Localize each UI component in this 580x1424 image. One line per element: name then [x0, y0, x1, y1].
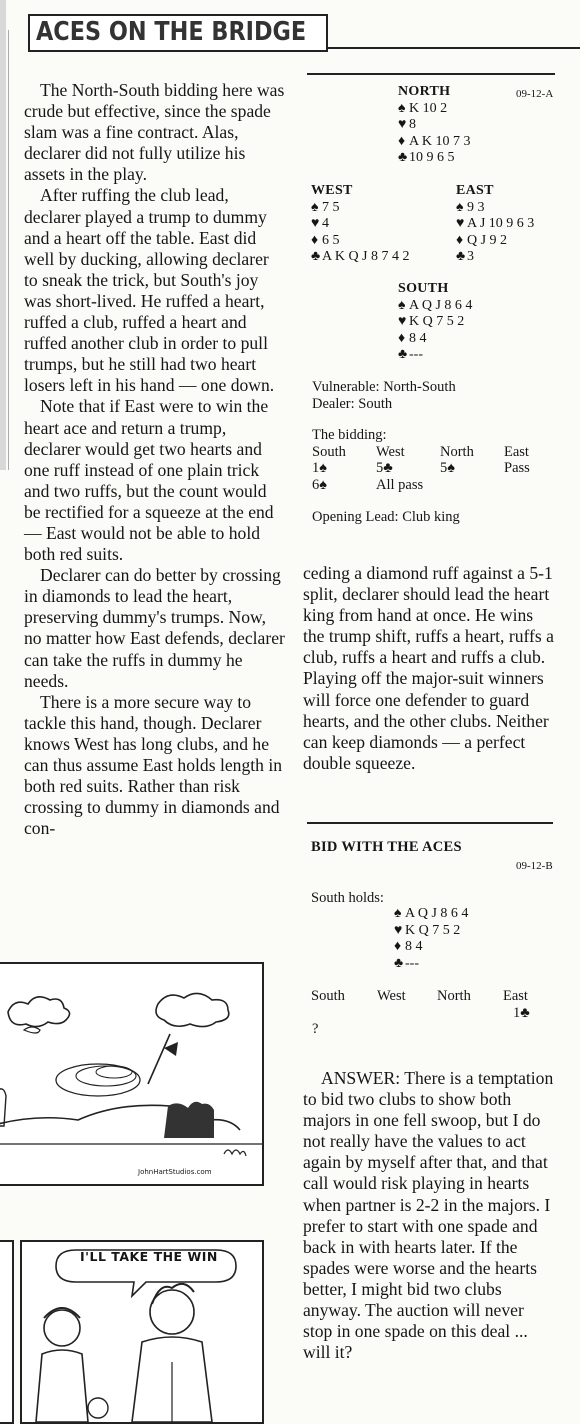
east-spades: 9 3: [467, 199, 485, 215]
north-label: NORTH: [398, 84, 451, 99]
club-icon: ♣: [398, 150, 408, 165]
bid-cell: All pass: [376, 476, 424, 493]
bid-south-hand: [394, 906, 468, 972]
west-diamonds: 6 5: [322, 232, 340, 248]
bid-section-heading: BID WITH THE ACES: [311, 839, 462, 855]
pet-icon: [88, 1398, 108, 1418]
artist-signature: [224, 1150, 246, 1156]
auction-cell: [377, 1005, 437, 1022]
auction-cell: 1♣: [513, 1004, 530, 1021]
south-diamonds: 8 4: [409, 330, 427, 346]
auction-header: North: [437, 988, 471, 1004]
bid-cell: 5♣: [376, 460, 393, 476]
club-icon: ♣: [398, 347, 408, 362]
cloud-icon: [24, 1027, 40, 1033]
south-label: SOUTH: [398, 281, 449, 296]
bid-cell: [504, 477, 568, 494]
comic-panel-bottom-left: [0, 1240, 14, 1424]
bidding-header: East: [504, 443, 529, 460]
west-clubs: A K Q J 8 7 4 2: [322, 249, 410, 264]
diamond-icon: ♦: [398, 330, 406, 346]
diamond-icon: ♦: [394, 939, 402, 954]
heart-icon: ♥: [394, 922, 403, 938]
comic-credit: JohnHartStudios.com: [138, 1168, 212, 1176]
answer-text: ANSWER: There is a temptation to bid two clubs to show both majors in one fell swoop, but I do not really have the values to act again by myself after that, and that call would risk playing in hearts when partner is 2-2 in the majors. I prefer to start with one spade and back in with hearts later. If the spades were worse and the hearts better, I might bid two clubs anyway. The auction will never stop in one spade on this deal ... will it?: [303, 1068, 554, 1363]
title-rule: [326, 47, 580, 49]
article-paragraph: After ruffing the club lead, declarer played a trump to dummy and a heart off the table. East did well by ducking, allowing declarer to sneak the trick, but South's joy was short-lived. He ruffed a heart, ruffed a club, ruffed a heart and ruffed another club in order to pull trumps, but he still had two heart losers left in his hand — one down.: [24, 185, 275, 396]
bid-south-hearts: K Q 7 5 2: [405, 922, 461, 938]
east-hearts: A J 10 9 6 3: [467, 216, 535, 231]
club-icon: ♣: [394, 955, 404, 971]
east-clubs: 3: [467, 249, 474, 264]
north-clubs: 10 9 6 5: [409, 150, 455, 165]
north-hand: [398, 84, 470, 167]
bidding-label: The bidding:: [312, 427, 387, 443]
article-paragraph: There is a more secure way to tackle this hand, though. Declarer knows West has long clubs, and he can thus assume East holds length in both red suits. Rather than risk crossing to dummy in diamonds and con-: [24, 691, 283, 839]
club-icon: ♣: [311, 249, 321, 264]
comic-golf-illustration: [0, 964, 262, 1184]
bid-cell: Pass: [504, 460, 530, 476]
bush-shape: [164, 1102, 214, 1138]
heart-icon: ♥: [398, 117, 407, 132]
heart-icon: ♥: [456, 216, 465, 231]
comic-panel-top: [0, 962, 264, 1186]
north-spades: K 10 2: [409, 100, 448, 116]
figure-edge: [0, 1089, 6, 1126]
east-hand: [456, 183, 534, 266]
deal-reference: 09-12-A: [516, 88, 554, 100]
comic-panel-bottom: [20, 1240, 264, 1424]
flag-pole: [148, 1034, 170, 1084]
spade-icon: ♠: [456, 199, 464, 215]
bid-reference: 09-12-B: [516, 860, 553, 872]
deal-top-rule: [307, 73, 555, 75]
article-paragraph: Note that if East were to win the heart ace and return a trump, declarer would get two hearts and one ruff instead of one plain trick and two ruffs, but the count would be rectified for a squeeze at the end — East would not be able to hold both red suits.: [24, 396, 274, 565]
north-hearts: 8: [409, 117, 416, 132]
diamond-icon: ♦: [311, 232, 319, 248]
bid-section-rule: [307, 822, 553, 824]
spade-icon: ♠: [394, 906, 402, 921]
bidding-header: North: [440, 443, 474, 460]
auction-cell: [437, 1005, 503, 1022]
opening-lead: Opening Lead: Club king: [312, 509, 460, 525]
spade-icon: ♠: [311, 199, 319, 215]
bid-south-spades: A Q J 8 6 4: [405, 906, 469, 921]
speech-balloon-text: I'LL TAKE THE WIN: [80, 1249, 218, 1264]
diamond-icon: ♦: [456, 232, 464, 248]
spade-icon: ♠: [398, 100, 406, 116]
south-spades: A Q J 8 6 4: [409, 297, 473, 313]
west-hand: [311, 183, 410, 266]
bid-cell: 6♠: [312, 476, 327, 493]
heart-icon: ♥: [398, 314, 407, 329]
bidding-header: West: [376, 443, 405, 460]
spade-icon: ♠: [398, 297, 406, 313]
page-edge-line: [8, 30, 9, 470]
east-label: EAST: [456, 183, 494, 198]
vulnerability: Vulnerable: North-South: [312, 379, 456, 395]
south-hand: [398, 281, 472, 364]
page-edge-strip: [0, 0, 6, 470]
bid-south-clubs: ---: [405, 955, 419, 971]
column-title: ACES ON THE BRIDGE: [36, 17, 307, 47]
answer-paragraph: [303, 1068, 555, 1363]
bidding-block: [312, 427, 568, 493]
cloud-icon: [8, 997, 70, 1027]
auction-header: South: [311, 988, 345, 1004]
question-mark: ?: [312, 1021, 319, 1037]
man-head: [150, 1290, 194, 1334]
east-diamonds: Q J 9 2: [467, 232, 508, 248]
bid-cell: [440, 477, 504, 494]
auction-header: West: [377, 988, 406, 1004]
bidding-table: [312, 444, 568, 494]
article-left-column: [24, 80, 286, 839]
west-label: WEST: [311, 183, 353, 198]
bid-cell: 1♠: [312, 460, 327, 476]
auction-header: East: [503, 988, 528, 1004]
west-hearts: 4: [322, 216, 329, 231]
article-paragraph: Declarer can do better by crossing in diamonds to lead the heart, preserving dummy's trumps. Now, no matter how East defends, declarer can take the ruffs in dummy he needs.: [24, 565, 285, 691]
bid-auction-table: [311, 988, 563, 1021]
heart-icon: ♥: [311, 216, 320, 231]
auction-cell: [311, 1005, 377, 1022]
dealer: Dealer: South: [312, 395, 393, 412]
bidding-header: South: [312, 443, 346, 460]
club-icon: ♣: [456, 249, 466, 264]
comic-characters-illustration: [22, 1242, 262, 1422]
cloud-icon: [156, 993, 229, 1026]
column-title-box: [28, 14, 328, 52]
south-holds-label: South holds:: [311, 890, 384, 906]
south-clubs: ---: [409, 347, 423, 362]
article-continuation: ceding a diamond ruff against a 5-1 split, declarer should lead the heart king from hand at once. He wins the trump shift, ruffs a heart, ruffs a club, ruffs a heart and ruffs a club. Playing off the major-suit winners will force one defender to guard hearts, and the other clubs. Neither can keep diamonds — a perfect double squeeze.: [303, 563, 554, 773]
woman-body: [36, 1350, 88, 1422]
bid-auction: [311, 988, 563, 1021]
woman-head: [44, 1310, 80, 1346]
diamond-icon: ♦: [398, 133, 406, 149]
bid-cell: 5♠: [440, 460, 455, 476]
south-hearts: K Q 7 5 2: [409, 314, 465, 329]
west-spades: 7 5: [322, 199, 340, 215]
deal-conditions: [312, 379, 456, 412]
north-diamonds: A K 10 7 3: [409, 133, 471, 149]
bid-south-diamonds: 8 4: [405, 939, 423, 954]
article-paragraph: The North-South bidding here was crude but effective, since the spade slam was a fine contract. Alas, declarer did not fully utilize his assets in the play.: [24, 80, 285, 185]
